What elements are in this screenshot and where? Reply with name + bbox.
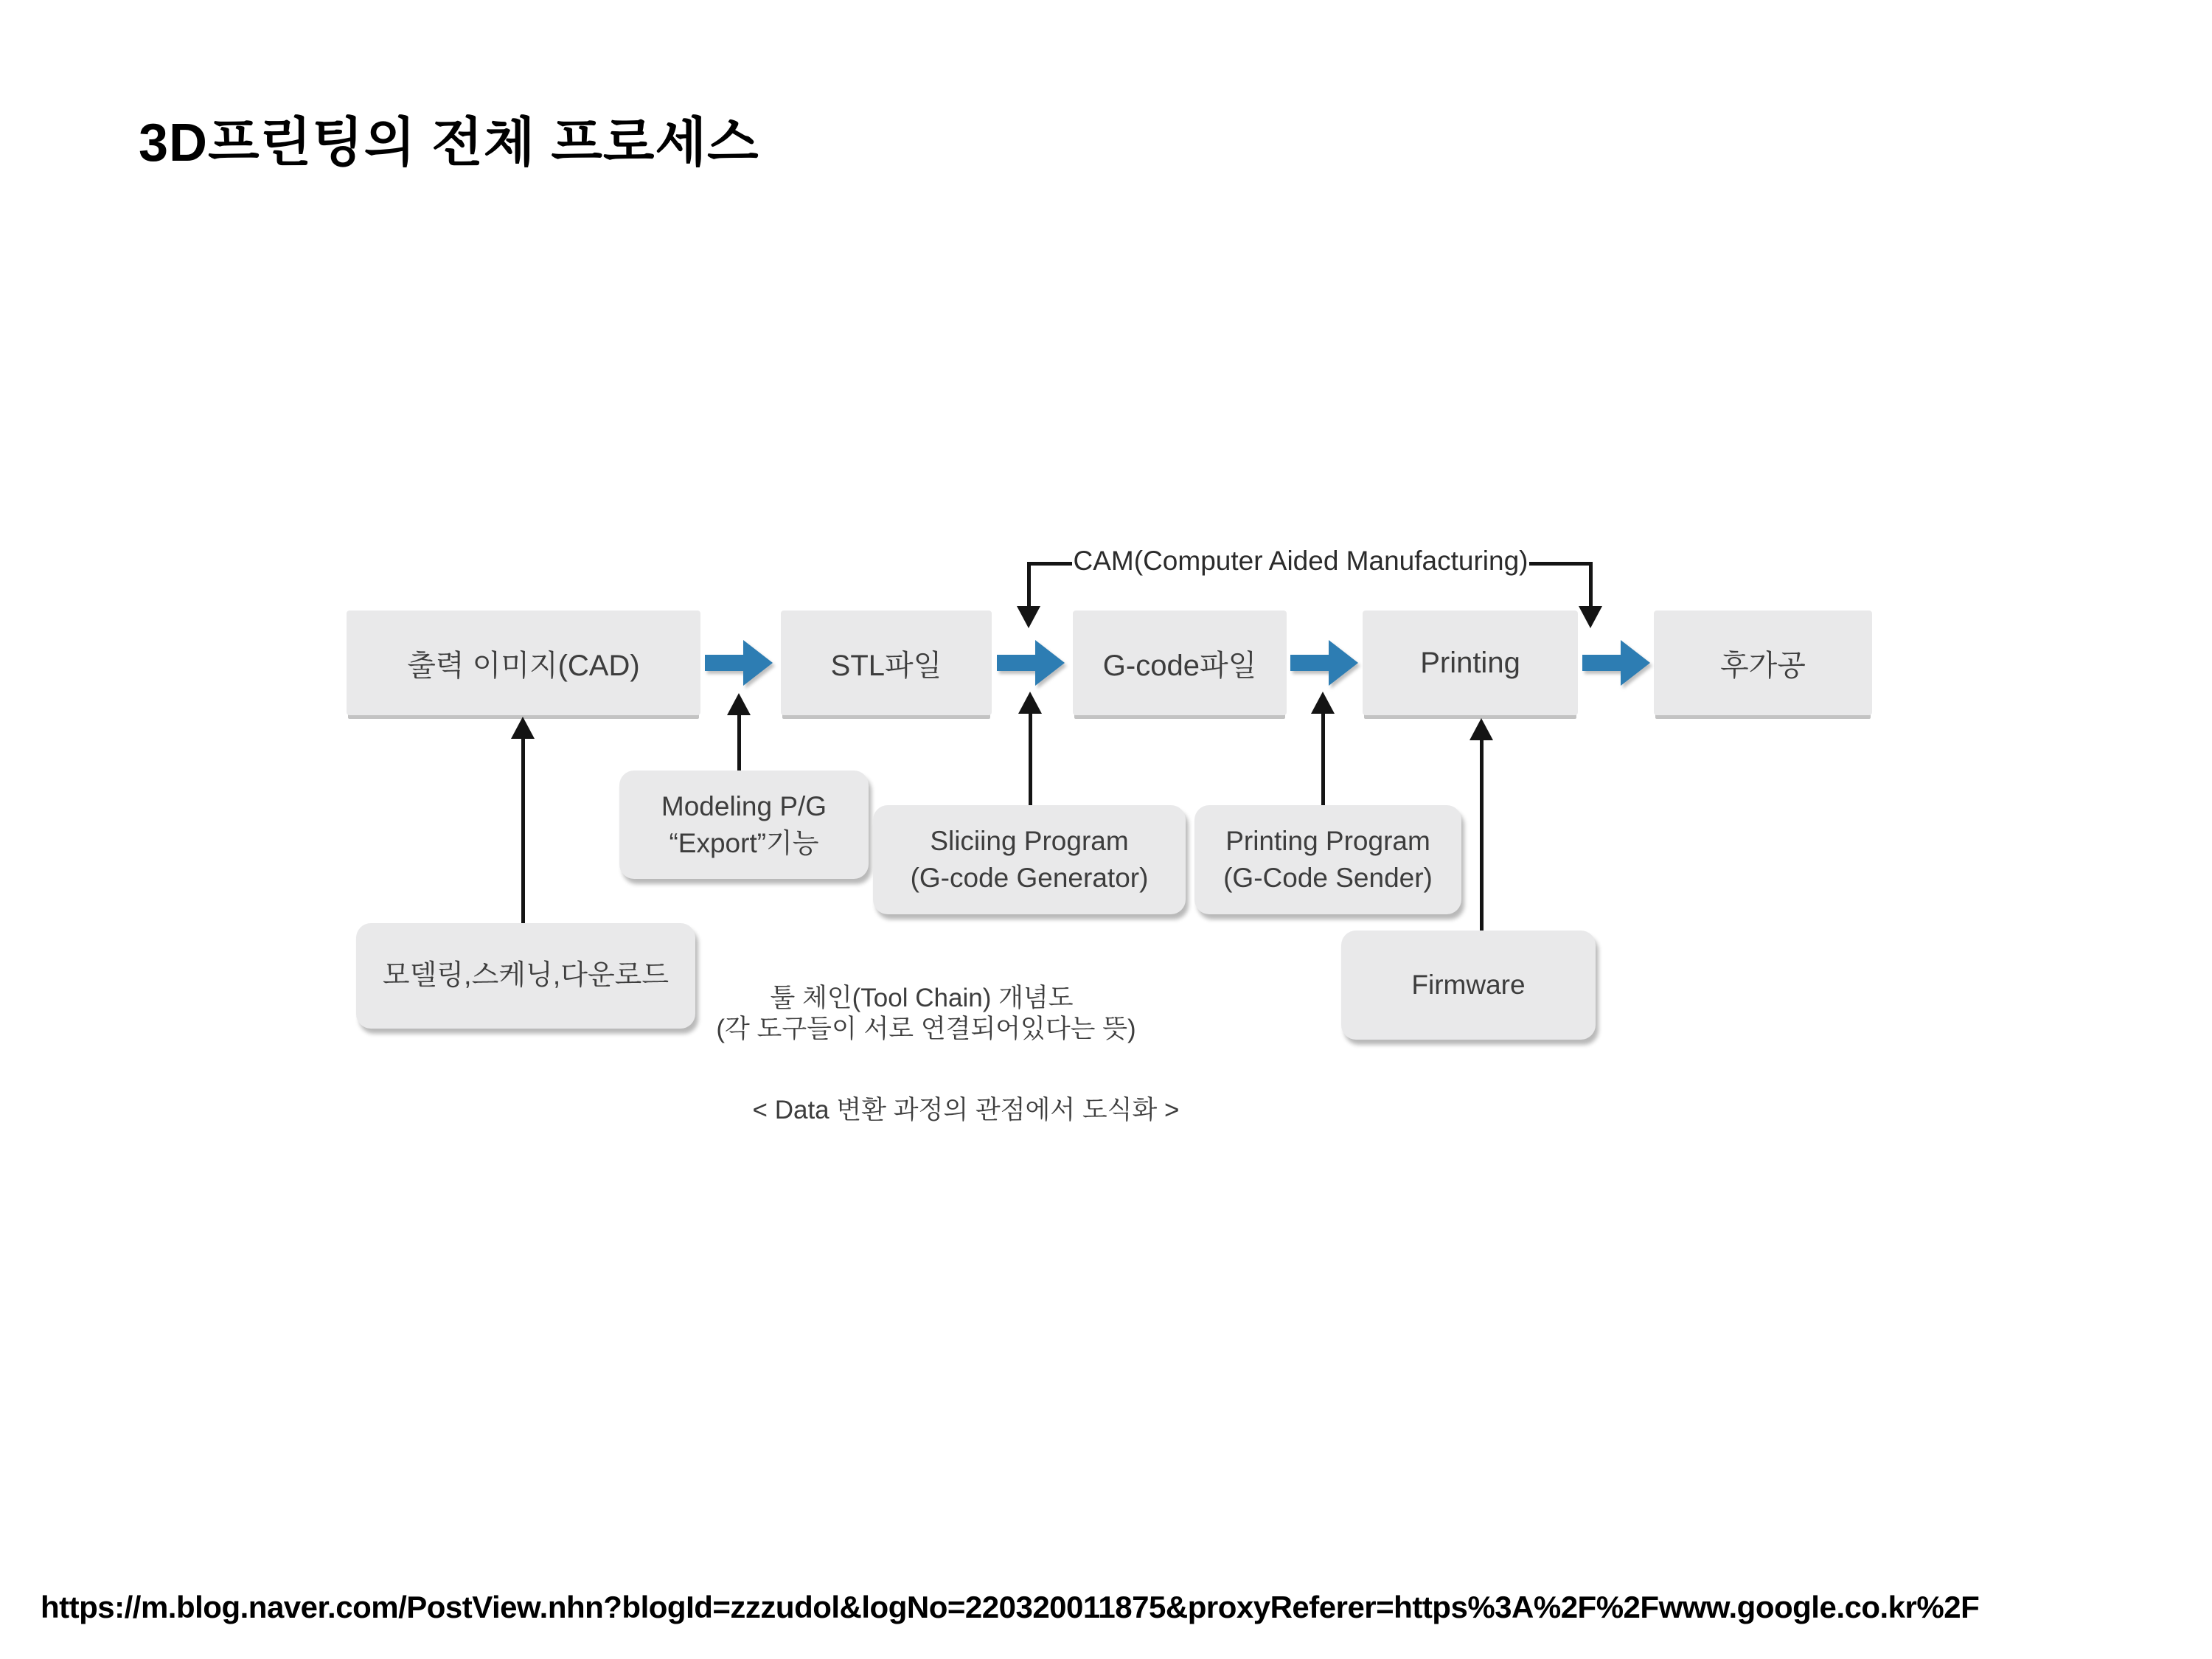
flow-box-cad-label: 출력 이미지(CAD) xyxy=(407,649,640,682)
tool-box-slicing xyxy=(873,805,1186,914)
cam-arrow-down-right-icon xyxy=(1579,562,1602,628)
connector-arrow-firmware-icon xyxy=(1470,718,1493,931)
tool-box-slicing-line1: Sliciing Program xyxy=(930,826,1129,857)
caption-data-view: < Data 변환 과정의 관점에서 도식화 > xyxy=(752,1096,1180,1124)
flow-arrow-icon xyxy=(1290,640,1358,686)
tool-box-printing-program-line2: (G-Code Sender) xyxy=(1223,863,1433,893)
tool-box-firmware xyxy=(1341,931,1596,1040)
caption-tool-chain-subtitle: (각 도구들이 서로 연결되어있다는 뜻) xyxy=(716,1015,1136,1043)
flow-box-stl xyxy=(781,611,992,715)
cam-annotation-label: CAM(Computer Aided Manufacturing) xyxy=(1073,546,1528,576)
tool-box-source-label: 모델링,스케닝,다운로드 xyxy=(382,959,669,991)
flow-box-printing xyxy=(1363,611,1578,715)
flow-box-stl-label: STL파일 xyxy=(830,649,942,682)
source-url-text: https://m.blog.naver.com/PostView.nhn?blogId=zzzudol&logNo=220320011875&proxyReferer=https%3A%2F%2Fwww.google.co.kr%2F xyxy=(41,1590,1980,1624)
tool-box-modeling-line1: Modeling P/G xyxy=(661,790,827,821)
flow-arrow-icon xyxy=(705,640,773,686)
tool-box-slicing-line2: (G-code Generator) xyxy=(910,863,1149,893)
connector-arrow-printing-program-icon xyxy=(1311,692,1335,806)
tool-box-modeling-line2: “Export”기능 xyxy=(669,827,819,858)
connector-arrow-slicing-icon xyxy=(1018,692,1042,806)
tool-box-firmware-label: Firmware xyxy=(1411,970,1526,1001)
connector-arrow-modeling-icon xyxy=(727,693,751,771)
tool-box-printing-program xyxy=(1194,805,1461,914)
page-title: 3D프린팅의 전체 프로세스 xyxy=(139,114,759,173)
flow-box-postprocess xyxy=(1654,611,1872,715)
flow-box-printing-label: Printing xyxy=(1420,646,1520,679)
flow-box-postprocess-label: 후가공 xyxy=(1720,649,1806,682)
flow-box-gcode xyxy=(1073,611,1287,715)
caption-tool-chain-title: 툴 체인(Tool Chain) 개념도 xyxy=(770,984,1074,1012)
tool-box-modeling xyxy=(619,771,869,879)
tool-box-printing-program-line1: Printing Program xyxy=(1225,826,1430,857)
cam-arrow-down-left-icon xyxy=(1017,562,1040,628)
flow-arrow-icon xyxy=(1582,640,1650,686)
tool-box-source xyxy=(356,923,695,1029)
flow-box-gcode-label: G-code파일 xyxy=(1102,649,1257,682)
flow-arrow-icon xyxy=(997,640,1065,686)
flow-box-cad xyxy=(347,611,700,715)
connector-arrow-source-to-cad-icon xyxy=(511,717,535,923)
